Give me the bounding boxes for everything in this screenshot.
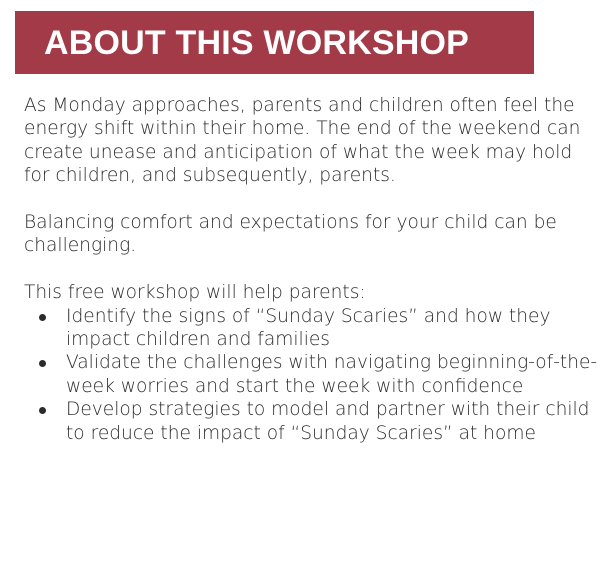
bullet-icon: [39, 407, 46, 414]
bullet-icon: [39, 360, 46, 367]
list-item: [24, 398, 602, 445]
benefits-list: [24, 305, 602, 445]
header-banner: [15, 11, 534, 74]
paragraph-spacer: [24, 188, 602, 211]
list-item: [24, 305, 602, 352]
list-item-text: Develop strategies to model and partner with their child to reduce the impact of “Sunday Scaries” at home: [66, 399, 590, 444]
paragraph-spacer: [24, 258, 602, 281]
section-title: ABOUT THIS WORKSHOP: [44, 23, 470, 62]
list-item-text: Identify the signs of “Sunday Scaries” and how they impact children and families: [66, 305, 551, 351]
list-item: [24, 351, 602, 398]
intro-paragraph: As Monday approaches, parents and children often feel the energy shift within their home. The end of the weekend can create unease and anticipation of what the week may hold for children, and subsequently, parents.: [24, 95, 581, 187]
list-intro: This free workshop will help parents:: [24, 282, 366, 304]
bullet-icon: [39, 314, 46, 321]
balance-paragraph: Balancing comfort and expectations for your child can be challenging.: [24, 212, 557, 257]
list-item-text: Validate the challenges with navigating beginning-of-the-week worries and start the week with confidence: [66, 352, 598, 397]
workshop-description: [24, 94, 602, 445]
